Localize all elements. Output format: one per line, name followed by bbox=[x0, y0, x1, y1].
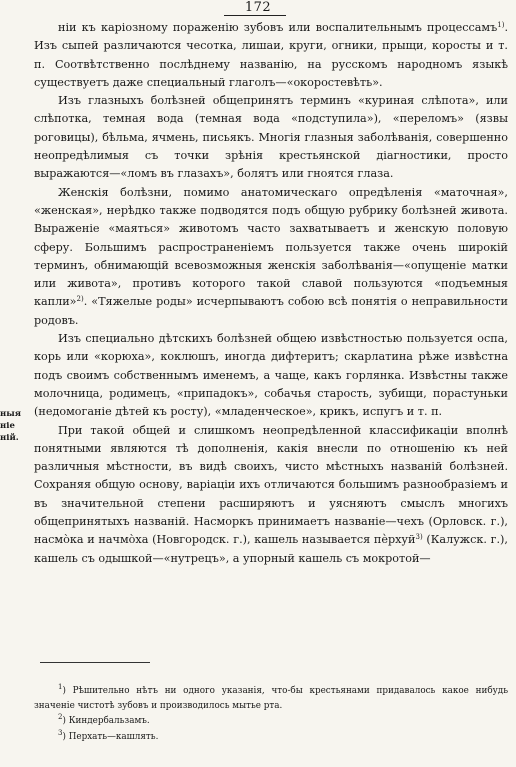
header-rule bbox=[224, 15, 286, 16]
footnote-3: $^3$) Перхать—кашлять. bbox=[58, 728, 159, 742]
footnotes bbox=[34, 684, 508, 745]
paragraph-3: Женскія болѣзни, помимо анатомическаго опредѣленія «маточная», «женская», нерѣдко также подводятся подъ общую рубрику болѣзней живота. Выраженіе «маяться» животомъ часто захватываетъ и женскую половую сферу. Большимъ распространеніемъ пользуется также очень широкій терминъ, обнимающій всевозможныя женскія заболѣванія—«опущеніе матки или живота», противъ которого такой славой пользуются «подъемныя капли»$^{2)}$. «Тяжелые роды» исчерпываютъ собою всѣ понятія о неправильности родовъ. bbox=[34, 185, 508, 327]
footnote-ref-1: 1) bbox=[497, 21, 505, 29]
paragraph-1: ніи къ каріозному пораженію зубовъ или воспалительнымъ процессамъ$^{1)}$. Изъ сыпей различаются чесотка, лишаи, круги, огники, прыщи, коросты и т. п. Соотвѣтственно послѣднему названію, на русскомъ народномъ языкѣ существуетъ даже специальный глаголъ—«окоростевѣть». bbox=[34, 21, 508, 89]
footnote-rule bbox=[40, 662, 150, 663]
footnote-1: $^1$) Рѣшительно нѣтъ ни одного указанія, что-бы крестьянами придавалось какое нибудь значеніе чистотѣ зубовъ и производилось мытье рта. bbox=[34, 683, 509, 712]
footnote-mark: 3 bbox=[58, 728, 63, 737]
margin-note: ныя ніе ній. bbox=[0, 409, 22, 443]
footnote-ref-3: 3) bbox=[415, 533, 423, 542]
paragraph-4: Изъ специально дѣтскихъ болѣзней общею извѣстностью пользуется оспа, корь или «корюха», коклюшъ, иногда дифтеритъ; скарлатина рѣже извѣстна подъ своимъ собственнымъ именемъ, а чаще, какъ горлянка. Извѣстны также молочница, родимецъ, «припадокъ», собачья старость, зубищи, порастуньки (недомоганіе дѣтей къ росту), «младенческое», крикъ, испугъ и т. п. bbox=[34, 332, 508, 419]
main-text bbox=[34, 19, 508, 568]
footnote-mark: 1 bbox=[58, 683, 63, 691]
page-number: 172 bbox=[244, 0, 272, 15]
paragraph-2: Изъ глазныхъ болѣзней общепринятъ терминъ «куриная слѣпота», или слѣпотка, темная вода (темная вода «подступила»), «переломъ» (язвы роговицы), бѣльма, ячмень, письякъ. Многія глазныя заболѣванія, совершенно неопредѣлимыя съ точки зрѣнія крестьянской діагностики, просто выражаются—«ломъ въ глазахъ», болятъ или гноятся глаза. bbox=[34, 94, 508, 181]
footnote-2: $^2$) Киндербальзамъ. bbox=[58, 713, 150, 727]
footnote-mark: 2 bbox=[58, 713, 63, 722]
paragraph-5: При такой общей и слишкомъ неопредѣленной классификаціи вполнѣ понятными являются тѣ дополненія, какія внесли по отношенію къ ней различныя мѣстности, въ видѣ своихъ, чисто мѣстныхъ названій болѣзней. Сохраняя общую основу, варіаціи ихъ отличаются большимъ разнообразіемъ и въ значительной степени расширяютъ и уясняютъ смыслъ многихъ общепринятыхъ названій. Насморкъ принимаетъ названіе—чехъ (Орловск. г.), насмо̀ка и начмо̀ха (Новгородск. г.), кашель называется пѐрхуй$^{3)}$ (Калужск. г.), кашель съ одышкой—«нутрецъ», а упорный кашель съ мокротой— bbox=[34, 423, 508, 565]
footnote-ref-2: 2) bbox=[76, 295, 84, 304]
